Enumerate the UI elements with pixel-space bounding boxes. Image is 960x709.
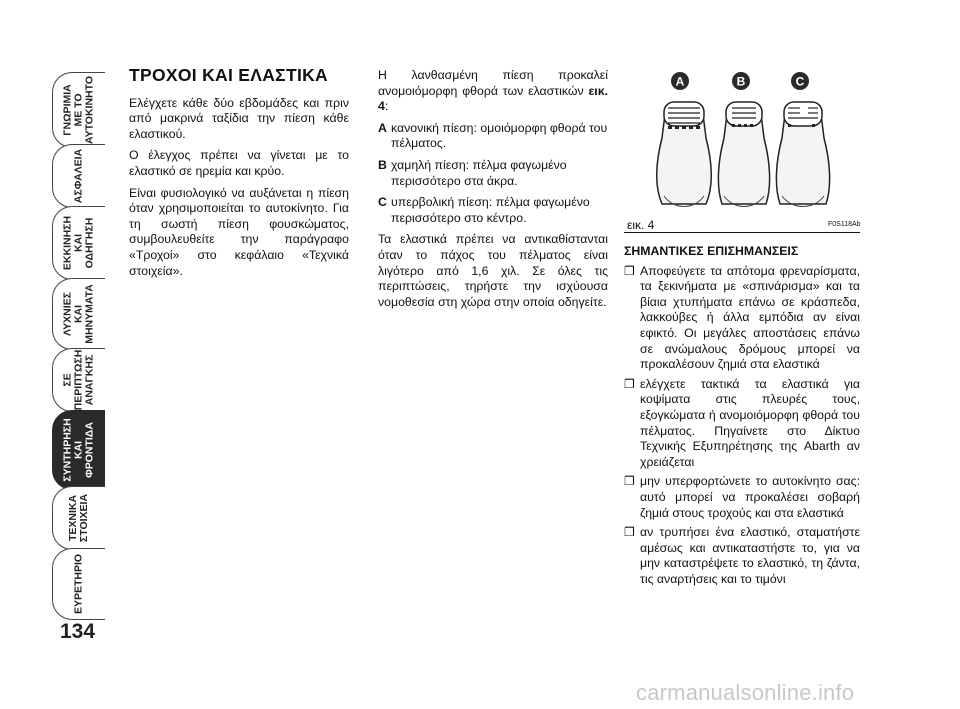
checkbox-bullet-icon: ❒ [624, 525, 635, 540]
warnings-column [624, 244, 860, 591]
item-text: χαμηλή πίεση: πέλμα φαγωμένο περισσότερο στα άκρα. [391, 157, 567, 188]
item-letter: B [378, 157, 387, 172]
tyre-wear-figure [624, 66, 860, 231]
section-column-2 [378, 68, 608, 316]
figure-code: F0S118Ab [828, 221, 861, 228]
warning-item [624, 525, 860, 587]
tab-index[interactable] [52, 548, 105, 620]
figure-caption: εικ. 4 [627, 218, 655, 232]
tab-emergency[interactable] [52, 348, 105, 412]
figure-ref[interactable]: εικ. 4 [378, 83, 608, 114]
warning-item [624, 377, 860, 471]
paragraph: Ελέγχετε κάθε δύο εβδομάδες και πριν από μακρινά ταξίδια την πίεση κάθε ελαστικού. [129, 95, 349, 141]
tyre-b-drawing [718, 102, 769, 207]
pressure-intro [378, 68, 608, 115]
tab-label: ΣΕ ΠΕΡΙΠΤΩΣΗ ΑΝΑΓΚΗΣ [61, 349, 96, 411]
intro-colon: : [384, 99, 389, 114]
figure-label-b: B [736, 74, 746, 89]
tab-label: ΕΚΚΙΝΗΣΗ ΚΑΙ ΟΔΗΓΗΣΗ [61, 215, 96, 271]
tyre-c-drawing [776, 102, 829, 207]
checkbox-bullet-icon: ❒ [624, 474, 635, 489]
watermark: carmanualsonline.info [636, 680, 855, 705]
figure-divider [624, 232, 860, 233]
warnings-heading: ΣΗΜΑΝΤΙΚΕΣ ΕΠΙΣΗΜΑΝΣΕΙΣ [624, 244, 799, 258]
replacement-paragraph: Τα ελαστικά πρέπει να αντικαθίστανται όταν το πάχος του πέλματος είναι λιγότερο από 1,6 χιλ. Σε όλες τις περιπτώσεις, τηρήστε την ισχύουσα νομοθεσία στη χώρα στην οποία οδηγείτε. [378, 232, 608, 309]
checkbox-bullet-icon: ❒ [624, 263, 635, 278]
tyre-wear-illustration [624, 66, 860, 231]
figure-label-a: A [675, 74, 685, 89]
intro-text: Η λανθασμένη πίεση προκαλεί ανομοιόμορφη φθορά των ελαστικών [378, 68, 608, 98]
section-column-1 [129, 65, 349, 285]
item-letter: C [378, 195, 387, 210]
warning-item [624, 474, 860, 521]
tab-label: ΕΥΡΕΤΗΡΙΟ [72, 553, 85, 615]
tab-label: ΣΥΝΤΗΡΗΣΗ ΚΑΙ ΦΡΟΝΤΙΔΑ [61, 418, 96, 482]
tab-label: ΛΥΧΝΙΕΣ ΚΑΙ ΜΗΝΥΜΑΤΑ [61, 284, 96, 344]
tyre-a-drawing [657, 102, 712, 207]
warning-text: ελέγχετε τακτικά τα ελαστικά για κοψίματα στις πλευρές τους, εξογκώματα ή ανομοιόμορφη φθορά του πέλματος. Πηγαίνετε στο Δίκτυο Τεχνικής Εξυπηρέτησης της Abarth αν χρειάζεται [640, 376, 860, 469]
section-title: ΤΡΟΧΟΙ ΚΑΙ ΕΛΑΣΤΙΚΑ [129, 65, 328, 85]
checkbox-bullet-icon: ❒ [624, 376, 635, 391]
tab-label: ΑΣΦΑΛΕΙΑ [72, 148, 85, 204]
tab-maintenance[interactable] [52, 410, 105, 490]
item-text: υπερβολική πίεση: πέλμα φαγωμένο περισσότερο στο κέντρο. [391, 195, 590, 225]
warning-item [624, 264, 860, 373]
tab-label: ΤΕΧΝΙΚΑ ΣΤΟΙΧΕΙΑ [67, 493, 90, 543]
tab-technical-data[interactable] [52, 486, 105, 550]
pressure-item-b [378, 158, 608, 189]
item-letter: A [378, 120, 387, 135]
tab-starting-driving[interactable] [52, 206, 105, 280]
tab-label: ΓΝΩΡΙΜΙΑ ΜΕ ΤΟ ΑΥΤΟΚΙΝΗΤΟ [61, 75, 96, 145]
tab-intro[interactable] [52, 72, 105, 148]
paragraph: Ο έλεγχος πρέπει να γίνεται με το ελαστικό σε ηρεμία και κρύο. [129, 148, 349, 178]
warning-text: Αποφεύγετε τα απότομα φρεναρίσματα, τα ξεκινήματα με «σπινάρισμα» και τα βίαια χτυπήματα επάνω σε κράσπεδα, λακκούβες ή άλλα εμπόδια αν είναι εφικτό. Οι μεγάλες αποστάσεις επάνω σε ανώμαλους δρόμους μπορεί να προκαλέσουν ζημιά στα ελαστικά [640, 263, 860, 372]
warning-text: αν τρυπήσει ένα ελαστικό, σταματήστε αμέσως και αντικαταστήστε το, για να μην καταστρέψετε το ελαστικό, τη ζάντα, τις αναρτήσεις και το τιμόνι [640, 525, 860, 586]
tab-safety[interactable] [52, 144, 105, 208]
warning-text: μην υπερφορτώνετε το αυτοκίνητο σας: αυτό μπορεί να προκαλέσει σοβαρή ζημιά στους τροχούς και στα ελαστικά [640, 474, 860, 520]
pressure-item-c [378, 195, 608, 226]
figure-label-c: C [795, 74, 805, 89]
item-text: κανονική πίεση: ομοιόμορφη φθορά του πέλματος. [391, 120, 608, 151]
tab-lamps-messages[interactable] [52, 278, 105, 350]
page-number: 134 [60, 620, 96, 643]
paragraph: Είναι φυσιολογικό να αυξάνεται η πίεση όταν χρησιμοποιείται το αυτοκίνητο. Για τη σωστή πίεση φουσκώματος, συμβουλευθείτε την παράγραφο «Τροχοί» στο κεφάλαιο «Τεχνικά στοιχεία». [129, 185, 349, 278]
pressure-item-a [378, 121, 608, 152]
